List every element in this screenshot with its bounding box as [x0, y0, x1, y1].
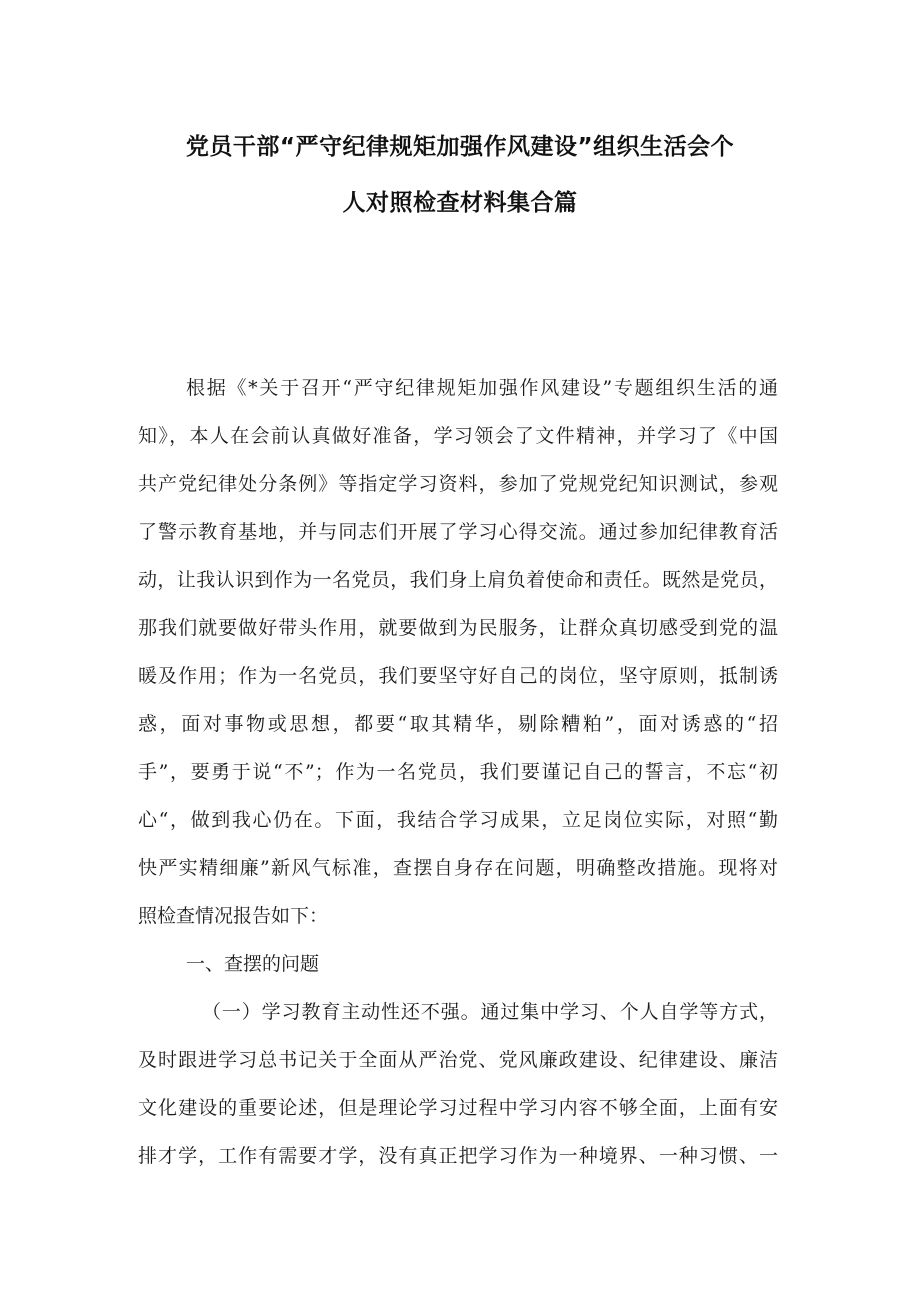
paragraph-1-line: 动，让我认识到作为一名党员，我们身上肩负着使命和责任。既然是党员， — [138, 569, 778, 591]
paragraph-1-line: 照检查情况报告如下： — [138, 905, 329, 927]
paragraph-1-line: 了警示教育基地，并与同志们开展了学习心得交流。通过参加纪律教育活 — [138, 521, 778, 543]
paragraph-1-line: 惑，面对事物或思想，都要“取其精华，剔除糟粕”，面对诱惑的“招 — [138, 713, 778, 735]
paragraph-1-line: 知》，本人在会前认真做好准备，学习领会了文件精神，并学习了《中国 — [138, 425, 778, 447]
paragraph-2-line: 排才学，工作有需要才学，没有真正把学习作为一种境界、一种习惯、一 — [138, 1145, 778, 1167]
paragraph-1-line: 暖及作用；作为一名党员，我们要坚守好自己的岗位，坚守原则，抵制诱 — [138, 665, 778, 687]
paragraph-2-line: 文化建设的重要论述，但是理论学习过程中学习内容不够全面，上面有安 — [138, 1097, 778, 1119]
document-title-line-2: 人对照检查材料集合篇 — [342, 190, 578, 216]
paragraph-1-line: 手”，要勇于说“不”；作为一名党员，我们要谨记自己的誓言，不忘“初 — [138, 761, 778, 783]
paragraph-1-line: 那我们就要做好带头作用，就要做到为民服务，让群众真切感受到党的温 — [138, 617, 778, 639]
paragraph-1-line: 根据《*关于召开“严守纪律规矩加强作风建设”专题组织生活的通 — [186, 377, 778, 399]
document-title-line-1: 党员干部“严守纪律规矩加强作风建设”组织生活会个 — [185, 134, 735, 160]
paragraph-1-line: 心“，做到我心仍在。下面，我结合学习成果，立足岗位实际，对照“勤 — [138, 809, 778, 831]
paragraph-1-line: 共产党纪律处分条例》等指定学习资料，参加了党规党纪知识测试，参观 — [138, 473, 778, 495]
section-heading: 一、查摆的问题 — [186, 953, 320, 975]
paragraph-2-line: 及时跟进学习总书记关于全面从严治党、党风廉政建设、纪律建设、廉洁 — [138, 1049, 778, 1071]
paragraph-1-line: 快严实精细廉”新风气标准，查摆自身存在问题，明确整改措施。现将对 — [138, 857, 778, 879]
paragraph-2-line: （一）学习教育主动性还不强。通过集中学习、个人自学等方式， — [202, 1001, 778, 1023]
